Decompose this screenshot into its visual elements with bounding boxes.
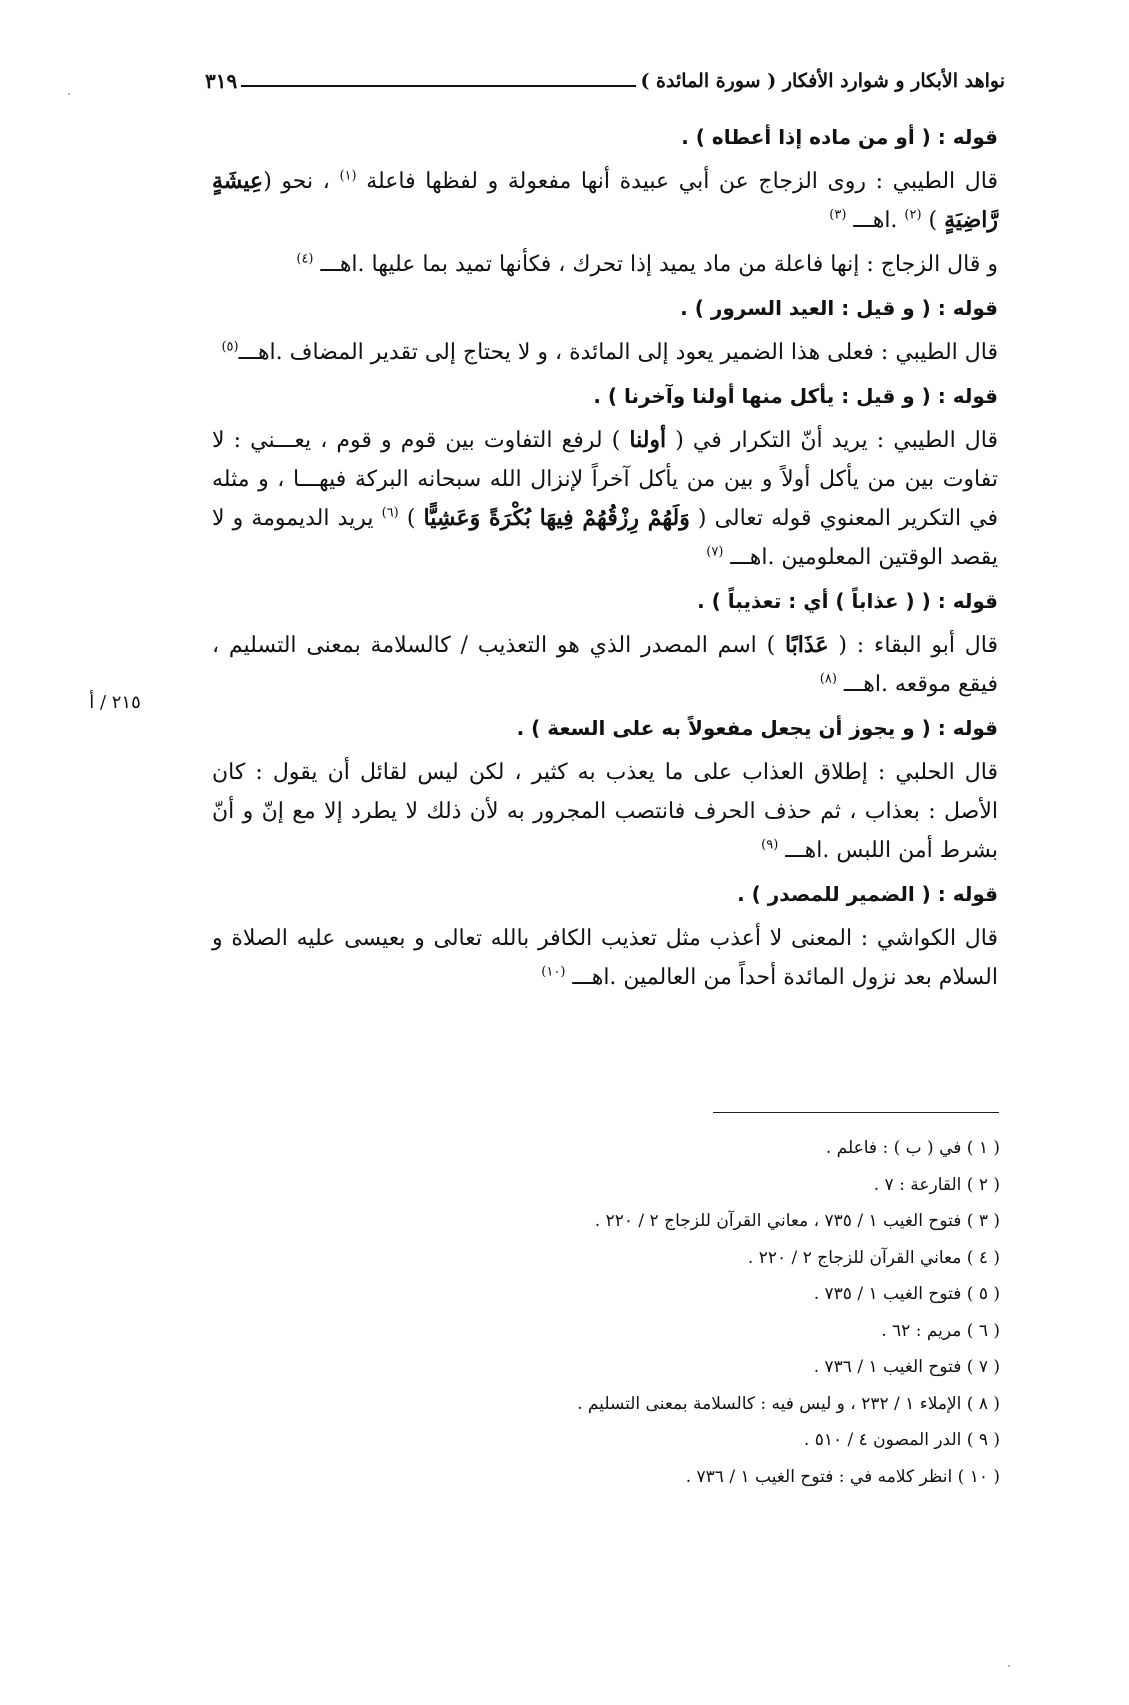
commentary-paragraph [212,162,998,240]
margin-folio-note: ٢١٥ / أ [89,692,141,713]
text-run: قال الطيبي : يريد أنّ التكرار في ( [666,428,998,453]
text-run: ) [921,208,945,233]
footnote-item: ( ٥ ) فتوح الغيب ١ / ٧٣٥ . [813,1284,1000,1304]
footnotes [300,1130,1000,1495]
footnote-marker: (١) [339,168,357,184]
text-run: قال الطيبي : روى الزجاج عن أبي عبيدة أنها مفعولة و لفظها فاعلة [356,169,998,194]
footnote-item: ( ٧ ) فتوح الغيب ١ / ٧٣٦ . [813,1357,1000,1377]
footnote-item: ( ٣ ) فتوح الغيب ١ / ٧٣٥ ، معاني القرآن للزجاج ٢ / ٢٢٠ . [594,1211,1000,1231]
footnote-marker: (١٠) [541,964,566,980]
main-text [212,118,998,1002]
footnote-marker: (٦) [381,505,399,521]
footnote-separator [713,1112,999,1113]
quran-quote: عِيشَةٍ رَّاضِيَةٍ [212,168,998,233]
footnote-item: ( ٦ ) مريم : ٦٢ . [881,1320,1000,1341]
text-run: و قال الزجاج : إنها فاعلة من ماد يميد إذا تحرك ، فكأنها تميد بما عليها .اهـــ [313,252,998,277]
qawl-heading: قوله : ( و قيل : يأكل منها أولنا وآخرنا ) . [593,384,998,408]
text-run: .اهـــ [846,208,905,233]
text-run: ) اسم المصدر الذي هو التعذيب / كالسلامة بمعنى التسليم ، فيقع موقعه .اهـــ [212,633,998,697]
running-header [205,66,1005,96]
emphasized-word: أولنا [629,427,667,453]
commentary-paragraph [212,421,998,577]
qawl-heading: قوله : ( أو من ماده إذا أعطاه ) . [681,125,998,149]
footnote-marker: (٨) [819,671,837,687]
footnote-marker: (٤) [296,251,314,267]
text-run: قال الكواشي : المعنى لا أعذب مثل تعذيب الكافر بالله تعالى و بعيسى عليه الصلاة و السلام بعد نزول المائدة أحداً من العالمين .اهـــ [212,926,998,990]
commentary-paragraph [212,753,998,870]
qawl-heading: قوله : ( و قيل : العيد السرور ) . [680,296,998,320]
commentary-paragraph [212,919,998,997]
qawl-heading: قوله : ( الضمير للمصدر ) . [737,882,998,906]
footnote-item: ( ٨ ) الإملاء ١ / ٢٣٢ ، و ليس فيه : كالسلامة بمعنى التسليم . [577,1393,1000,1414]
footnote-marker: (٣) [829,207,847,223]
footnote-marker: (٢) [904,207,922,223]
footnote-item: ( ٢ ) القارعة : ٧ . [873,1174,1000,1195]
footnote-marker: (٥) [221,339,239,355]
quran-quote: وَلَهُمْ رِزْقُهُمْ فِيهَا بُكْرَةً وَعَشِيًّا [423,505,690,531]
quran-quote: عَذَابًا [784,632,829,658]
footnote-item: ( ١ ) في ( ب ) : فاعلم . [825,1138,1000,1158]
commentary-paragraph [212,245,998,284]
qawl-heading: قوله : ( ( عذاباً ) أي : تعذيباً ) . [697,589,998,613]
header-title: نواهد الأبكار و شوارد الأفكار ( سورة المائدة ) [640,70,1005,92]
text-run: يريد الديمومة و لا يقصد الوقتين المعلومين .اهـــ [212,506,998,570]
qawl-heading: قوله : ( و يجوز أن يجعل مفعولاً به على السعة ) . [516,716,998,740]
text-run: ) [398,506,424,531]
footnote-item: ( ٤ ) معاني القرآن للزجاج ٢ / ٢٢٠ . [747,1247,1000,1268]
footnote-marker: (٩) [761,837,779,853]
scan-speck [1008,1665,1010,1667]
text-run: قال الطيبي : فعلى هذا الضمير يعود إلى المائدة ، و لا يحتاج إلى تقدير المضاف .اهـــ [238,340,998,365]
text-run: ، نحو ( [263,169,340,194]
footnote-item: ( ١٠ ) انظر كلامه في : فتوح الغيب ١ / ٧٣٦ . [685,1466,1000,1487]
page-number: ٣١٩ [205,69,238,93]
text-run: قال أبو البقاء : ( [828,633,998,658]
text-run: ) لرفع التفاوت بين قوم و قوم ، يعـــني : لا تفاوت بين من يأكل أولاً و بين من يأكل آخراً لإنزال الله سبحانه البركة فيهـــا ، و مثله في التكرير المعنوي قوله تعالى ( [212,428,998,531]
commentary-paragraph [212,333,998,372]
commentary-paragraph [212,626,998,704]
footnote-marker: (٧) [706,544,724,560]
footnote-item: ( ٩ ) الدر المصون ٤ / ٥١٠ . [803,1430,1000,1450]
header-rule [241,85,636,87]
text-run: قال الحلبي : إطلاق العذاب على ما يعذب به كثير ، لكن ليس لقائل أن يقول : كان الأصل : بعذاب ، ثم حذف الحرف فانتصب المجرور به لأن ذلك لا يطرد إلا مع إنّ و أنّ بشرط أمن اللبس .اهـــ [212,760,998,863]
scan-speck [68,93,70,95]
